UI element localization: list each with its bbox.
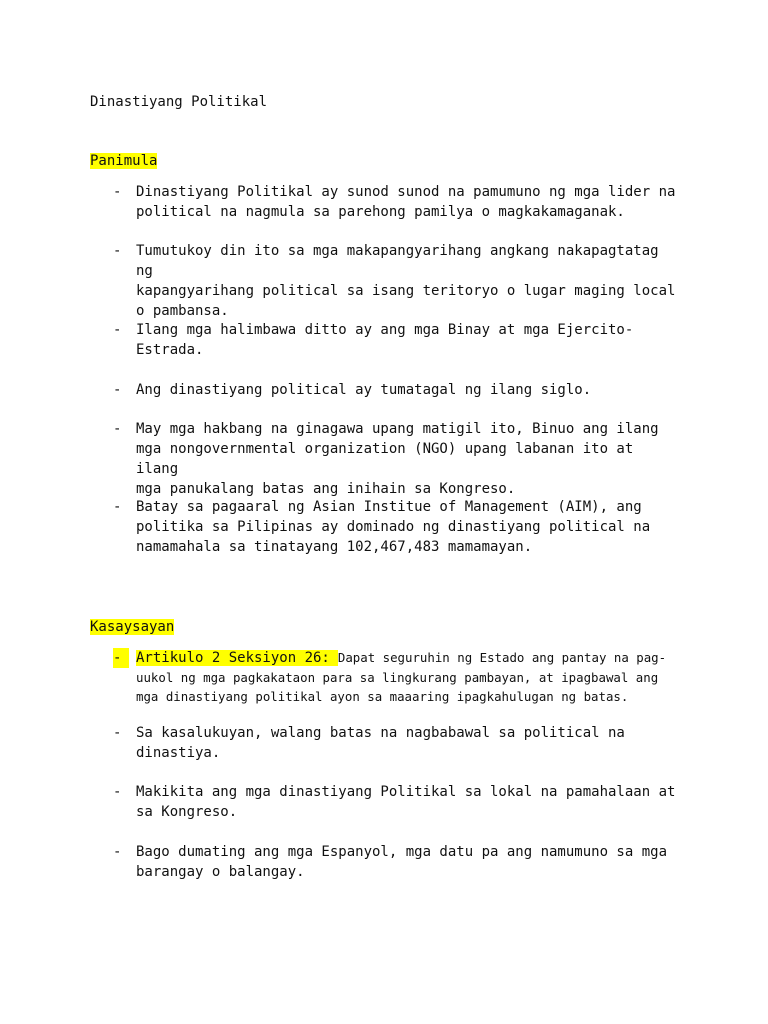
bullet-dash: - bbox=[113, 725, 122, 741]
list-item bbox=[113, 782, 683, 822]
bullet-dash: - bbox=[113, 243, 122, 259]
list-item bbox=[113, 842, 683, 882]
bullet-dash: - bbox=[113, 421, 122, 437]
bullet-dash: - bbox=[113, 648, 129, 668]
article-text-rest: uukol ng mga pagkakataon para sa lingkurang pambayan, at ipagbawal ang mga dinastiyang politikal ayon sa maaaring ipagkahulugan ng batas. bbox=[136, 670, 659, 704]
list-item-text: Ang dinastiyang political ay tumatagal ng ilang siglo. bbox=[136, 382, 592, 398]
article-text-first: Dapat seguruhin ng Estado ang pantay na pag- bbox=[337, 650, 667, 665]
article-label: Artikulo 2 Seksiyon 26: bbox=[136, 650, 338, 666]
list-item-text: Ilang mga halimbawa ditto ay ang mga Binay at mga Ejercito- Estrada. bbox=[136, 322, 634, 358]
list-item-text: Makikita ang mga dinastiyang Politikal sa lokal na pamahalaan at sa Kongreso. bbox=[136, 784, 676, 820]
section-heading-kasaysayan bbox=[90, 617, 174, 637]
article-first-line bbox=[136, 648, 683, 668]
list-item bbox=[113, 182, 683, 222]
heading-highlight: Panimula bbox=[90, 153, 158, 169]
list-item-text: Dinastiyang Politikal ay sunod sunod na pamumuno ng mga lider na political na nagmula sa parehong pamilya o magkakamaganak. bbox=[136, 184, 676, 220]
list-item bbox=[113, 380, 683, 400]
heading-highlight: Kasaysayan bbox=[90, 619, 175, 635]
bullet-dash: - bbox=[113, 322, 122, 338]
list-item-text: Bago dumating ang mga Espanyol, mga datu pa ang namumuno sa mga barangay o balangay. bbox=[136, 844, 668, 880]
list-item-text: Tumutukoy din ito sa mga makapangyarihang angkang nakapagtatag ng kapangyarihang political sa isang teritoryo o lugar maging local o pambansa. bbox=[136, 243, 676, 319]
bullet-dash: - bbox=[113, 784, 122, 800]
list-item bbox=[113, 320, 683, 360]
bullet-dash: - bbox=[113, 844, 122, 860]
list-item bbox=[113, 497, 683, 557]
list-item-text: May mga hakbang na ginagawa upang matigil ito, Binuo ang ilang mga nongovernmental organization (NGO) upang labanan ito at ilang mga panukalang batas ang inihain sa Kongreso. bbox=[136, 421, 659, 497]
document-title: Dinastiyang Politikal bbox=[90, 94, 268, 110]
list-item-text: Sa kasalukuyan, walang batas na nagbabawal sa political na dinastiya. bbox=[136, 725, 625, 761]
bullet-dash: - bbox=[113, 499, 122, 515]
list-item bbox=[113, 723, 683, 763]
bullet-dash: - bbox=[113, 184, 122, 200]
list-item-text: Batay sa pagaaral ng Asian Institue of Management (AIM), ang politika sa Pilipinas ay dominado ng dinastiyang political na namamahala sa tinatayang 102,467,483 mamamayan. bbox=[136, 499, 651, 555]
list-item bbox=[113, 419, 683, 499]
section-heading-panimula bbox=[90, 151, 157, 171]
list-item bbox=[113, 241, 683, 321]
list-item-article bbox=[113, 648, 683, 706]
bullet-dash: - bbox=[113, 382, 122, 398]
